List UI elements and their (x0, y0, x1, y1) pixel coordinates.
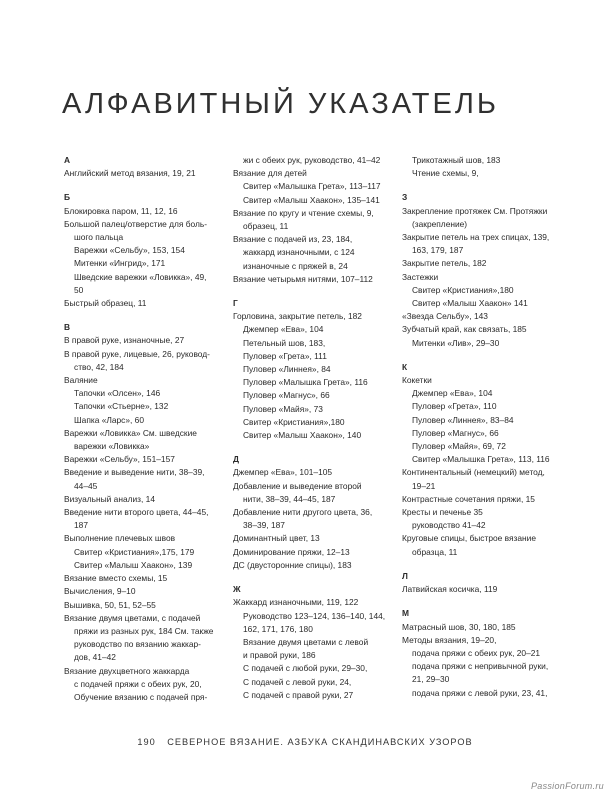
index-subentry: руководство по вязанию жаккар- (74, 639, 201, 650)
index-subentry: Вязание двумя цветами с левой (243, 636, 369, 647)
index-subentry: 21, 29–30 (412, 674, 450, 685)
index-subentry: Трикотажный шов, 183 (412, 155, 501, 165)
index-subentry: Тапочки «Стьерне», 132 (74, 401, 169, 412)
section-letter: М (402, 608, 409, 619)
index-subentry: Пуловер «Грета», 111 (243, 350, 327, 361)
index-subentry: С подачей с левой руки, 24, (243, 676, 352, 687)
index-subentry: изнаночные с пряжей в, 24 (243, 260, 348, 271)
index-subentry: с подачей пряжи с обеих рук, 20, (74, 678, 202, 689)
index-column-2 (233, 154, 398, 702)
index-subentry: дов, 41–42 (74, 652, 116, 663)
section-letter: Б (64, 192, 71, 203)
index-subentry: 44–45 (74, 480, 98, 491)
index-subentry: Шапка «Ларс», 60 (74, 414, 144, 425)
section-letter: Ж (233, 584, 241, 595)
index-entry: Добавление и выведение второй (233, 480, 362, 491)
index-subentry: 163, 179, 187 (412, 245, 464, 256)
index-subentry: Митенки «Ингрид», 171 (74, 258, 166, 269)
index-subentry: Тапочки «Олсен», 146 (74, 388, 161, 399)
index-subentry: (закрепление) (412, 218, 468, 229)
index-subentry: Пуловер «Майя», 73 (243, 403, 323, 414)
index-entry: Застежки (402, 271, 439, 282)
index-subentry: 38–39, 187 (243, 520, 285, 531)
index-entry: Варежки «Ловикка» См. шведские (64, 427, 197, 438)
index-entry: Латвийская косичка, 119 (402, 584, 498, 595)
index-subentry: Свитер «Малыш Хаакон» 141 (412, 298, 528, 309)
index-subentry: образец, 11 (243, 221, 289, 232)
index-subentry: Обучение вязанию с подачей пря- (74, 691, 208, 702)
index-entry: Выполнение плечевых швов (64, 533, 176, 544)
index-entry: Методы вязания, 19–20, (402, 634, 497, 645)
index-entry: Кокетки (402, 375, 432, 386)
section-gap (64, 180, 229, 191)
index-entry: Вычисления, 9–10 (64, 586, 136, 597)
index-entry: Жаккард изнаночными, 119, 122 (233, 597, 359, 608)
index-entry: Вязание двухцветного жаккарда (64, 665, 190, 676)
index-subentry: пряжи из разных рук, 184 См. также (74, 625, 214, 636)
section-gap (64, 310, 229, 321)
index-subentry: подача пряжи с обеих рук, 20–21 (412, 647, 541, 658)
index-entry: Вязание с подачей из, 23, 184, (233, 234, 353, 245)
index-entry: Контрастные сочетания пряжи, 15 (402, 493, 535, 504)
index-subentry: Свитер «Малыш Хаакон», 139 (74, 559, 193, 570)
index-subentry: Пуловер «Малышка Грета», 116 (243, 377, 368, 388)
index-subentry: Пуловер «Линнея», 84 (243, 364, 331, 375)
index-entry: Доминирование пряжи, 12–13 (233, 546, 350, 557)
index-entry: Кресты и печенье 35 (402, 507, 483, 518)
index-entry: Зубчатый край, как связать, 185 (402, 324, 527, 335)
page-footer (0, 737, 610, 747)
index-subentry: Пуловер «Магнус», 66 (412, 427, 499, 438)
index-subentry: Петельный шов, 183, (243, 337, 326, 348)
index-subentry: образца, 11 (412, 546, 458, 557)
index-entry: Вязание для детей (233, 168, 307, 179)
index-entry: ДС (двусторонние спицы), 183 (233, 559, 352, 570)
index-entry: Вышивка, 50, 51, 52–55 (64, 599, 156, 610)
index-subentry: Пуловер «Майя», 69, 72 (412, 441, 506, 452)
index-entry: Вязание по кругу и чтение схемы, 9, (233, 207, 374, 218)
index-subentry: Свитер «Кристиания»,180 (243, 416, 345, 427)
index-subentry: и правой руки, 186 (243, 650, 316, 661)
index-entry: Добавление нити другого цвета, 36, (233, 507, 373, 518)
section-letter: Л (402, 570, 408, 581)
index-subentry: Шведские варежки «Ловикка», 49, (74, 271, 207, 282)
index-entry: В правой руке, лицевые, 26, руковод- (64, 348, 210, 359)
index-entry: Вязание четырьмя нитями, 107–112 (233, 273, 373, 284)
section-gap (402, 559, 567, 570)
index-entry: Горловина, закрытие петель, 182 (233, 311, 362, 322)
index-entry: Континентальный (немецкий) метод, (402, 467, 545, 478)
index-entry: Введение и выведение нити, 38–39, (64, 467, 205, 478)
section-gap (402, 350, 567, 361)
section-gap (233, 286, 398, 297)
section-gap (402, 180, 567, 191)
index-entry: Быстрый образец, 11 (64, 298, 147, 309)
index-entry: Большой палец/отверстие для боль- (64, 218, 208, 229)
index-subentry: Свитер «Кристиания»,175, 179 (74, 546, 195, 557)
index-subentry: Джемпер «Ева», 104 (243, 324, 324, 335)
section-letter: Д (233, 454, 239, 465)
index-subentry: подача пряжи с непривычной руки, (412, 661, 549, 672)
index-entry: Закрытие петель на трех спицах, 139, (402, 232, 550, 243)
index-subentry: С подачей с любой руки, 29–30, (243, 663, 368, 674)
watermark: PassionForum.ru (530, 781, 604, 791)
index-column-3 (402, 154, 567, 700)
index-subentry: жи с обеих рук, руководство, 41–42 (243, 155, 381, 165)
index-subentry: Чтение схемы, 9, (412, 168, 479, 179)
index-subentry: Пуловер «Грета», 110 (412, 401, 497, 412)
index-entry: Введение нити второго цвета, 44–45, (64, 507, 209, 518)
index-subentry: Свитер «Малышка Грета», 113, 116 (412, 454, 550, 465)
page-number: 190 (137, 737, 156, 747)
index-entry: Вязание вместо схемы, 15 (64, 573, 168, 584)
index-entry: Блокировка паром, 11, 12, 16 (64, 205, 178, 216)
section-letter: З (402, 192, 408, 203)
index-subentry: Пуловер «Линнея», 83–84 (412, 414, 514, 425)
section-letter: К (402, 361, 408, 372)
index-entry: Круговые спицы, быстрое вязание (402, 533, 536, 544)
index-subentry: Свитер «Малыш Хаакон», 140 (243, 430, 362, 441)
index-subentry: 50 (74, 284, 84, 295)
section-letter: А (64, 155, 71, 165)
section-letter: Г (233, 298, 238, 309)
section-gap (402, 596, 567, 607)
index-subentry: Свитер «Кристиания»,180 (412, 284, 514, 295)
index-column-1 (64, 154, 229, 704)
index-subentry: нити, 38–39, 44–45, 187 (243, 493, 336, 504)
index-subentry: Руководство 123–124, 136–140, 144, (243, 610, 386, 621)
index-subentry: Джемпер «Ева», 104 (412, 388, 493, 399)
page-title: АЛФАВИТНЫЙ УКАЗАТЕЛЬ (62, 88, 499, 120)
index-entry: Джемпер «Ева», 101–105 (233, 467, 333, 478)
index-subentry: шого пальца (74, 232, 124, 243)
index-entry: Закрытие петель, 182 (402, 258, 487, 269)
index-entry: «Звезда Сельбу», 143 (402, 311, 488, 322)
index-entry: Валяние (64, 375, 98, 386)
index-entry: Варежки «Сельбу», 151–157 (64, 454, 175, 465)
index-entry: Вязание двумя цветами, с подачей (64, 612, 201, 623)
index-entry: Визуальный анализ, 14 (64, 493, 155, 504)
index-subentry: Свитер «Малышка Грета», 113–117 (243, 181, 381, 192)
index-entry: Матрасный шов, 30, 180, 185 (402, 621, 516, 632)
section-letter: В (64, 322, 71, 333)
index-subentry: Пуловер «Магнус», 66 (243, 390, 330, 401)
index-subentry: варежки «Ловикка» (74, 441, 150, 452)
index-subentry: 187 (74, 520, 88, 531)
index-entry: Доминантный цвет, 13 (233, 533, 320, 544)
index-subentry: Митенки «Лив», 29–30 (412, 337, 500, 348)
index-entry: Закрепление протяжек См. Протяжки (402, 205, 548, 216)
index-entry: Английский метод вязания, 19, 21 (64, 168, 196, 179)
index-subentry: 19–21 (412, 480, 436, 491)
index-entry: В правой руке, изнаночные, 27 (64, 335, 185, 346)
running-title: СЕВЕРНОЕ ВЯЗАНИЕ. АЗБУКА СКАНДИНАВСКИХ УЗОРОВ (167, 737, 473, 747)
section-gap (233, 572, 398, 583)
index-subentry: Варежки «Сельбу», 153, 154 (74, 245, 185, 256)
section-gap (233, 442, 398, 453)
index-subentry: подача пряжи с левой руки, 23, 41, (412, 687, 548, 698)
index-subentry: Свитер «Малыш Хаакон», 135–141 (243, 194, 380, 205)
index-subentry: ство, 42, 184 (74, 361, 124, 372)
index-subentry: 162, 171, 176, 180 (243, 623, 313, 634)
index-subentry: жаккард изнаночными, с 124 (243, 247, 355, 258)
index-subentry: руководство 41–42 (412, 520, 486, 531)
index-subentry: С подачей с правой руки, 27 (243, 689, 354, 700)
